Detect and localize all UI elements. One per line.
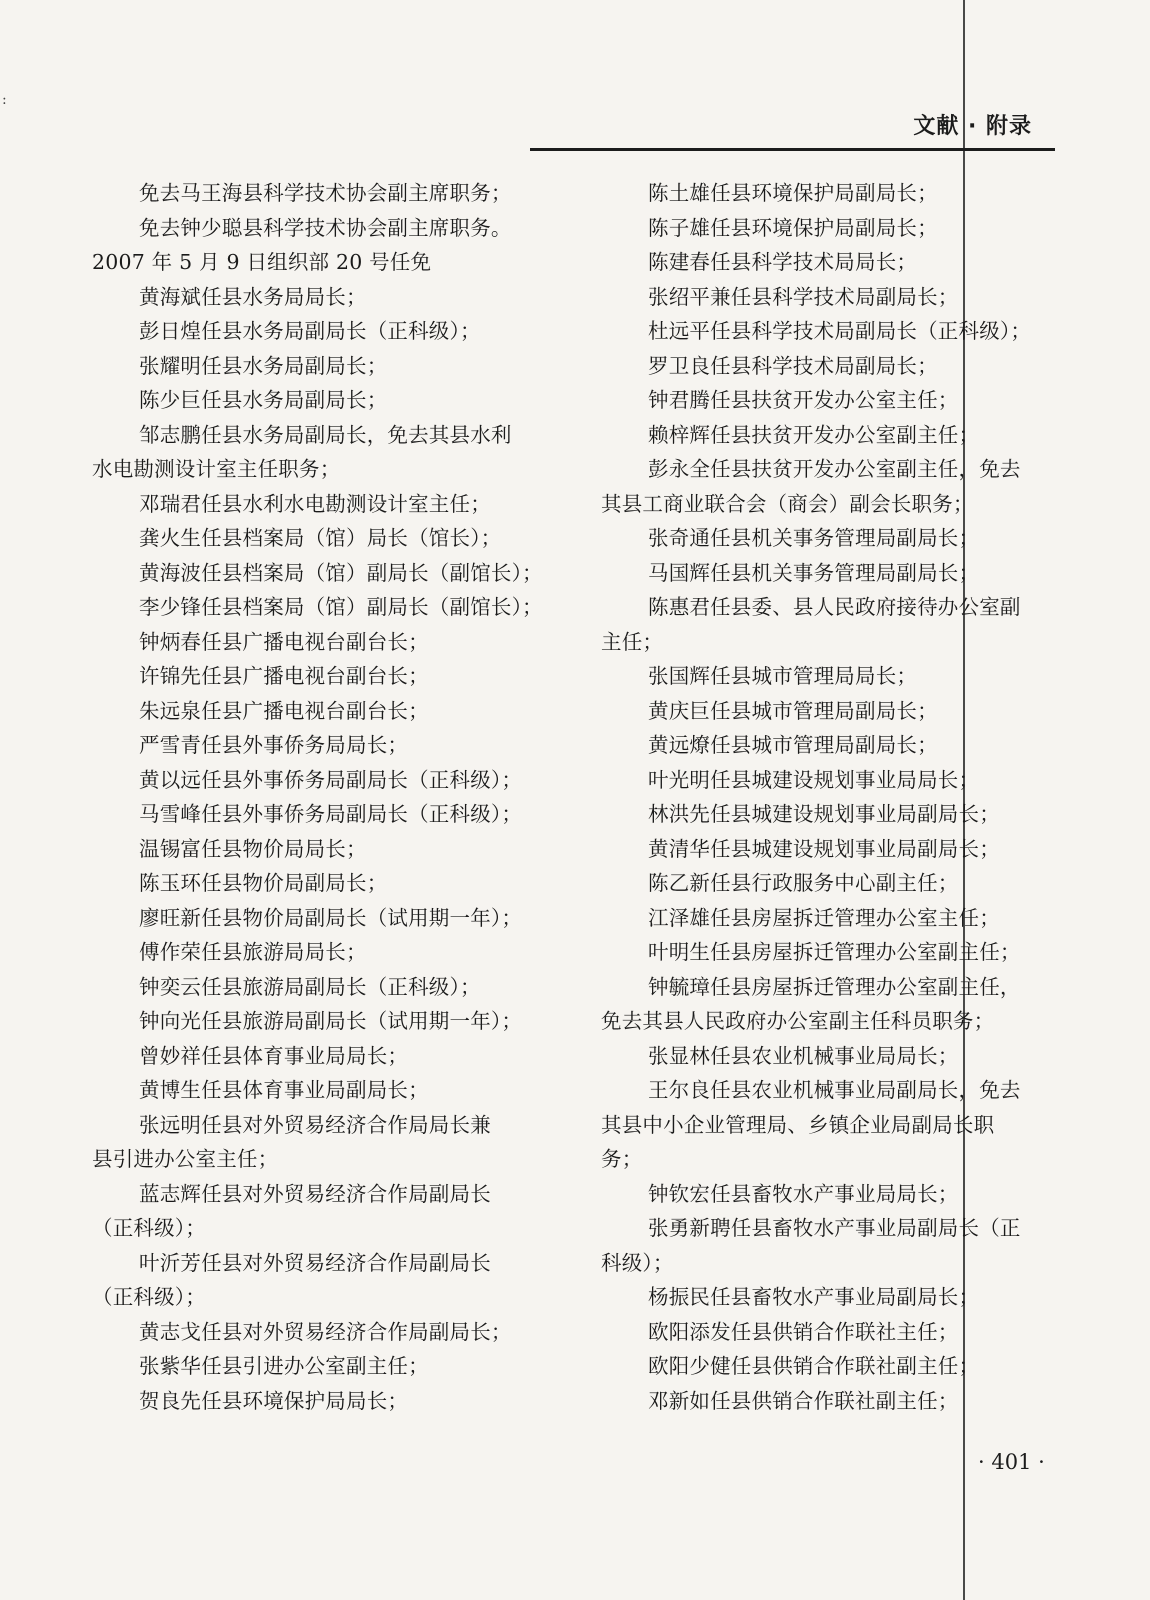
- text-line: 江泽雄任县房屋拆迁管理办公室主任；: [648, 905, 1000, 930]
- text-line: 马国辉任县机关事务管理局副局长；: [648, 560, 980, 585]
- text-line: 张显林任县农业机械事业局局长；: [648, 1043, 959, 1068]
- text-line: 王尔良任县农业机械事业局副局长，免去: [648, 1078, 1021, 1102]
- text-line: 林洪先任县城建设规划事业局副局长；: [648, 802, 1000, 826]
- text-line: 罗卫良任县科学技术局副局长；: [648, 353, 938, 378]
- text-line: 杨振民任县畜牧水产事业局副局长；: [648, 1285, 980, 1309]
- text-line: 科级）；: [601, 1250, 674, 1275]
- text-line: 贺良先任县环境保护局局长；: [139, 1388, 409, 1413]
- text-line: 陈乙新任县行政服务中心副主任；: [648, 871, 959, 895]
- text-line: 邓新如任县供销合作联社副主任；: [648, 1388, 959, 1413]
- left-column: [92, 176, 547, 1418]
- edge-mark: :: [2, 92, 7, 108]
- text-line: 水电勘测设计室主任职务；: [92, 457, 341, 481]
- text-line: 张勇新聘任县畜牧水产事业局副局长（正: [648, 1216, 1021, 1240]
- text-line: 温锡富任县物价局局长；: [139, 836, 367, 861]
- text-line: 张绍平兼任县科学技术局副局长；: [648, 284, 959, 309]
- text-line: 县引进办公室主任；: [92, 1147, 279, 1171]
- text-line: 主任；: [601, 629, 664, 654]
- text-line: 钟钦宏任县畜牧水产事业局局长；: [648, 1181, 959, 1206]
- text-line: 免去其县人民政府办公室副主任科员职务；: [601, 1009, 995, 1033]
- text-line: 陈玉环任县物价局副局长；: [139, 871, 388, 895]
- text-line: 钟奕云任县旅游局副局长（正科级）；: [139, 974, 481, 999]
- text-line: 陈少巨任县水务局副局长；: [139, 388, 388, 412]
- text-line: 严雪青任县外事侨务局局长；: [139, 733, 409, 757]
- header-rule: [530, 148, 1055, 151]
- text-line: 钟君腾任县扶贫开发办公室主任；: [648, 388, 959, 412]
- text-line: 其县工商业联合会（商会）副会长职务；: [601, 491, 974, 516]
- text-line: 赖梓辉任县扶贫开发办公室副主任；: [648, 422, 980, 447]
- text-line: 张远明任县对外贸易经济合作局局长兼: [139, 1112, 491, 1137]
- text-line: 廖旺新任县物价局副局长（试用期一年）；: [139, 905, 523, 930]
- text-line: 陈土雄任县环境保护局副局长；: [648, 181, 938, 205]
- text-line: 欧阳添发任县供销合作联社主任；: [648, 1319, 959, 1344]
- text-line: 黄海斌任县水务局局长；: [139, 284, 367, 309]
- text-line: 李少锋任县档案局（馆）副局长（副馆长）；: [139, 595, 543, 619]
- text-line: 陈子雄任县环境保护局副局长；: [648, 215, 938, 240]
- text-line: 杜远平任县科学技术局副局长（正科级）；: [648, 319, 1032, 343]
- text-line: 黄以远任县外事侨务局副局长（正科级）；: [139, 767, 523, 792]
- text-line: 黄庆巨任县城市管理局副局长；: [648, 698, 938, 723]
- text-line: 傅作荣任县旅游局局长；: [139, 940, 367, 964]
- text-line: 钟炳春任县广播电视台副台长；: [139, 629, 429, 654]
- text-line: 张国辉任县城市管理局局长；: [648, 664, 918, 688]
- text-line: 欧阳少健任县供销合作联社副主任；: [648, 1354, 980, 1378]
- text-line: 其县中小企业管理局、乡镇企业局副局长职: [601, 1112, 995, 1137]
- text-line: 务；: [601, 1147, 643, 1171]
- text-line: 叶明生任县房屋拆迁管理办公室副主任；: [648, 940, 1021, 964]
- text-line: 龚火生任县档案局（馆）局长（馆长）；: [139, 526, 502, 550]
- text-line: 黄清华任县城建设规划事业局副局长；: [648, 836, 1000, 861]
- text-line: 免去马王海县科学技术协会副主席职务；: [139, 181, 512, 205]
- text-line: 叶沂芳任县对外贸易经济合作局副局长: [139, 1250, 491, 1275]
- text-line: 钟毓璋任县房屋拆迁管理办公室副主任，: [648, 974, 1021, 999]
- text-line: 叶光明任县城建设规划事业局局长；: [648, 767, 980, 792]
- text-line: 张紫华任县引进办公室副主任；: [139, 1354, 429, 1378]
- text-line: 免去钟少聪县科学技术协会副主席职务。: [139, 215, 512, 240]
- text-line: 邓瑞君任县水利水电勘测设计室主任；: [139, 491, 491, 516]
- text-line: 邹志鹏任县水务局副局长，免去其县水利: [139, 422, 512, 447]
- text-line: 朱远泉任县广播电视台副台长；: [139, 698, 429, 723]
- text-line: 黄海波任县档案局（馆）副局长（副馆长）；: [139, 560, 543, 585]
- text-line: 黄博生任县体育事业局副局长；: [139, 1078, 429, 1102]
- text-line: 彭日煌任县水务局副局长（正科级）；: [139, 319, 481, 343]
- text-line: 蓝志辉任县对外贸易经济合作局副局长: [139, 1181, 491, 1206]
- text-line: （正科级）；: [92, 1216, 206, 1240]
- text-line: 钟向光任县旅游局副局长（试用期一年）；: [139, 1009, 523, 1033]
- text-line: 彭永全任县扶贫开发办公室副主任，免去: [648, 457, 1021, 481]
- text-line: 曾妙祥任县体育事业局局长；: [139, 1043, 409, 1068]
- text-line: 黄志戈任县对外贸易经济合作局副局长；: [139, 1319, 512, 1344]
- text-line: 张耀明任县水务局副局长；: [139, 353, 388, 378]
- text-line: 陈建春任县科学技术局局长；: [648, 250, 918, 274]
- text-line: （正科级）；: [92, 1285, 206, 1309]
- page-number: · 401 ·: [978, 1450, 1045, 1474]
- text-line: 2007 年 5 月 9 日组织部 20 号任免: [92, 250, 432, 274]
- text-line: 黄远燎任县城市管理局副局长；: [648, 733, 938, 757]
- text-line: 张奇通任县机关事务管理局副局长；: [648, 526, 980, 550]
- running-header-title: 文献 · 附录: [913, 114, 1032, 139]
- text-line: 陈惠君任县委、县人民政府接待办公室副: [648, 595, 1021, 619]
- text-line: 马雪峰任县外事侨务局副局长（正科级）；: [139, 802, 523, 826]
- right-column: [601, 176, 1056, 1418]
- text-line: 许锦先任县广播电视台副台长；: [139, 664, 429, 688]
